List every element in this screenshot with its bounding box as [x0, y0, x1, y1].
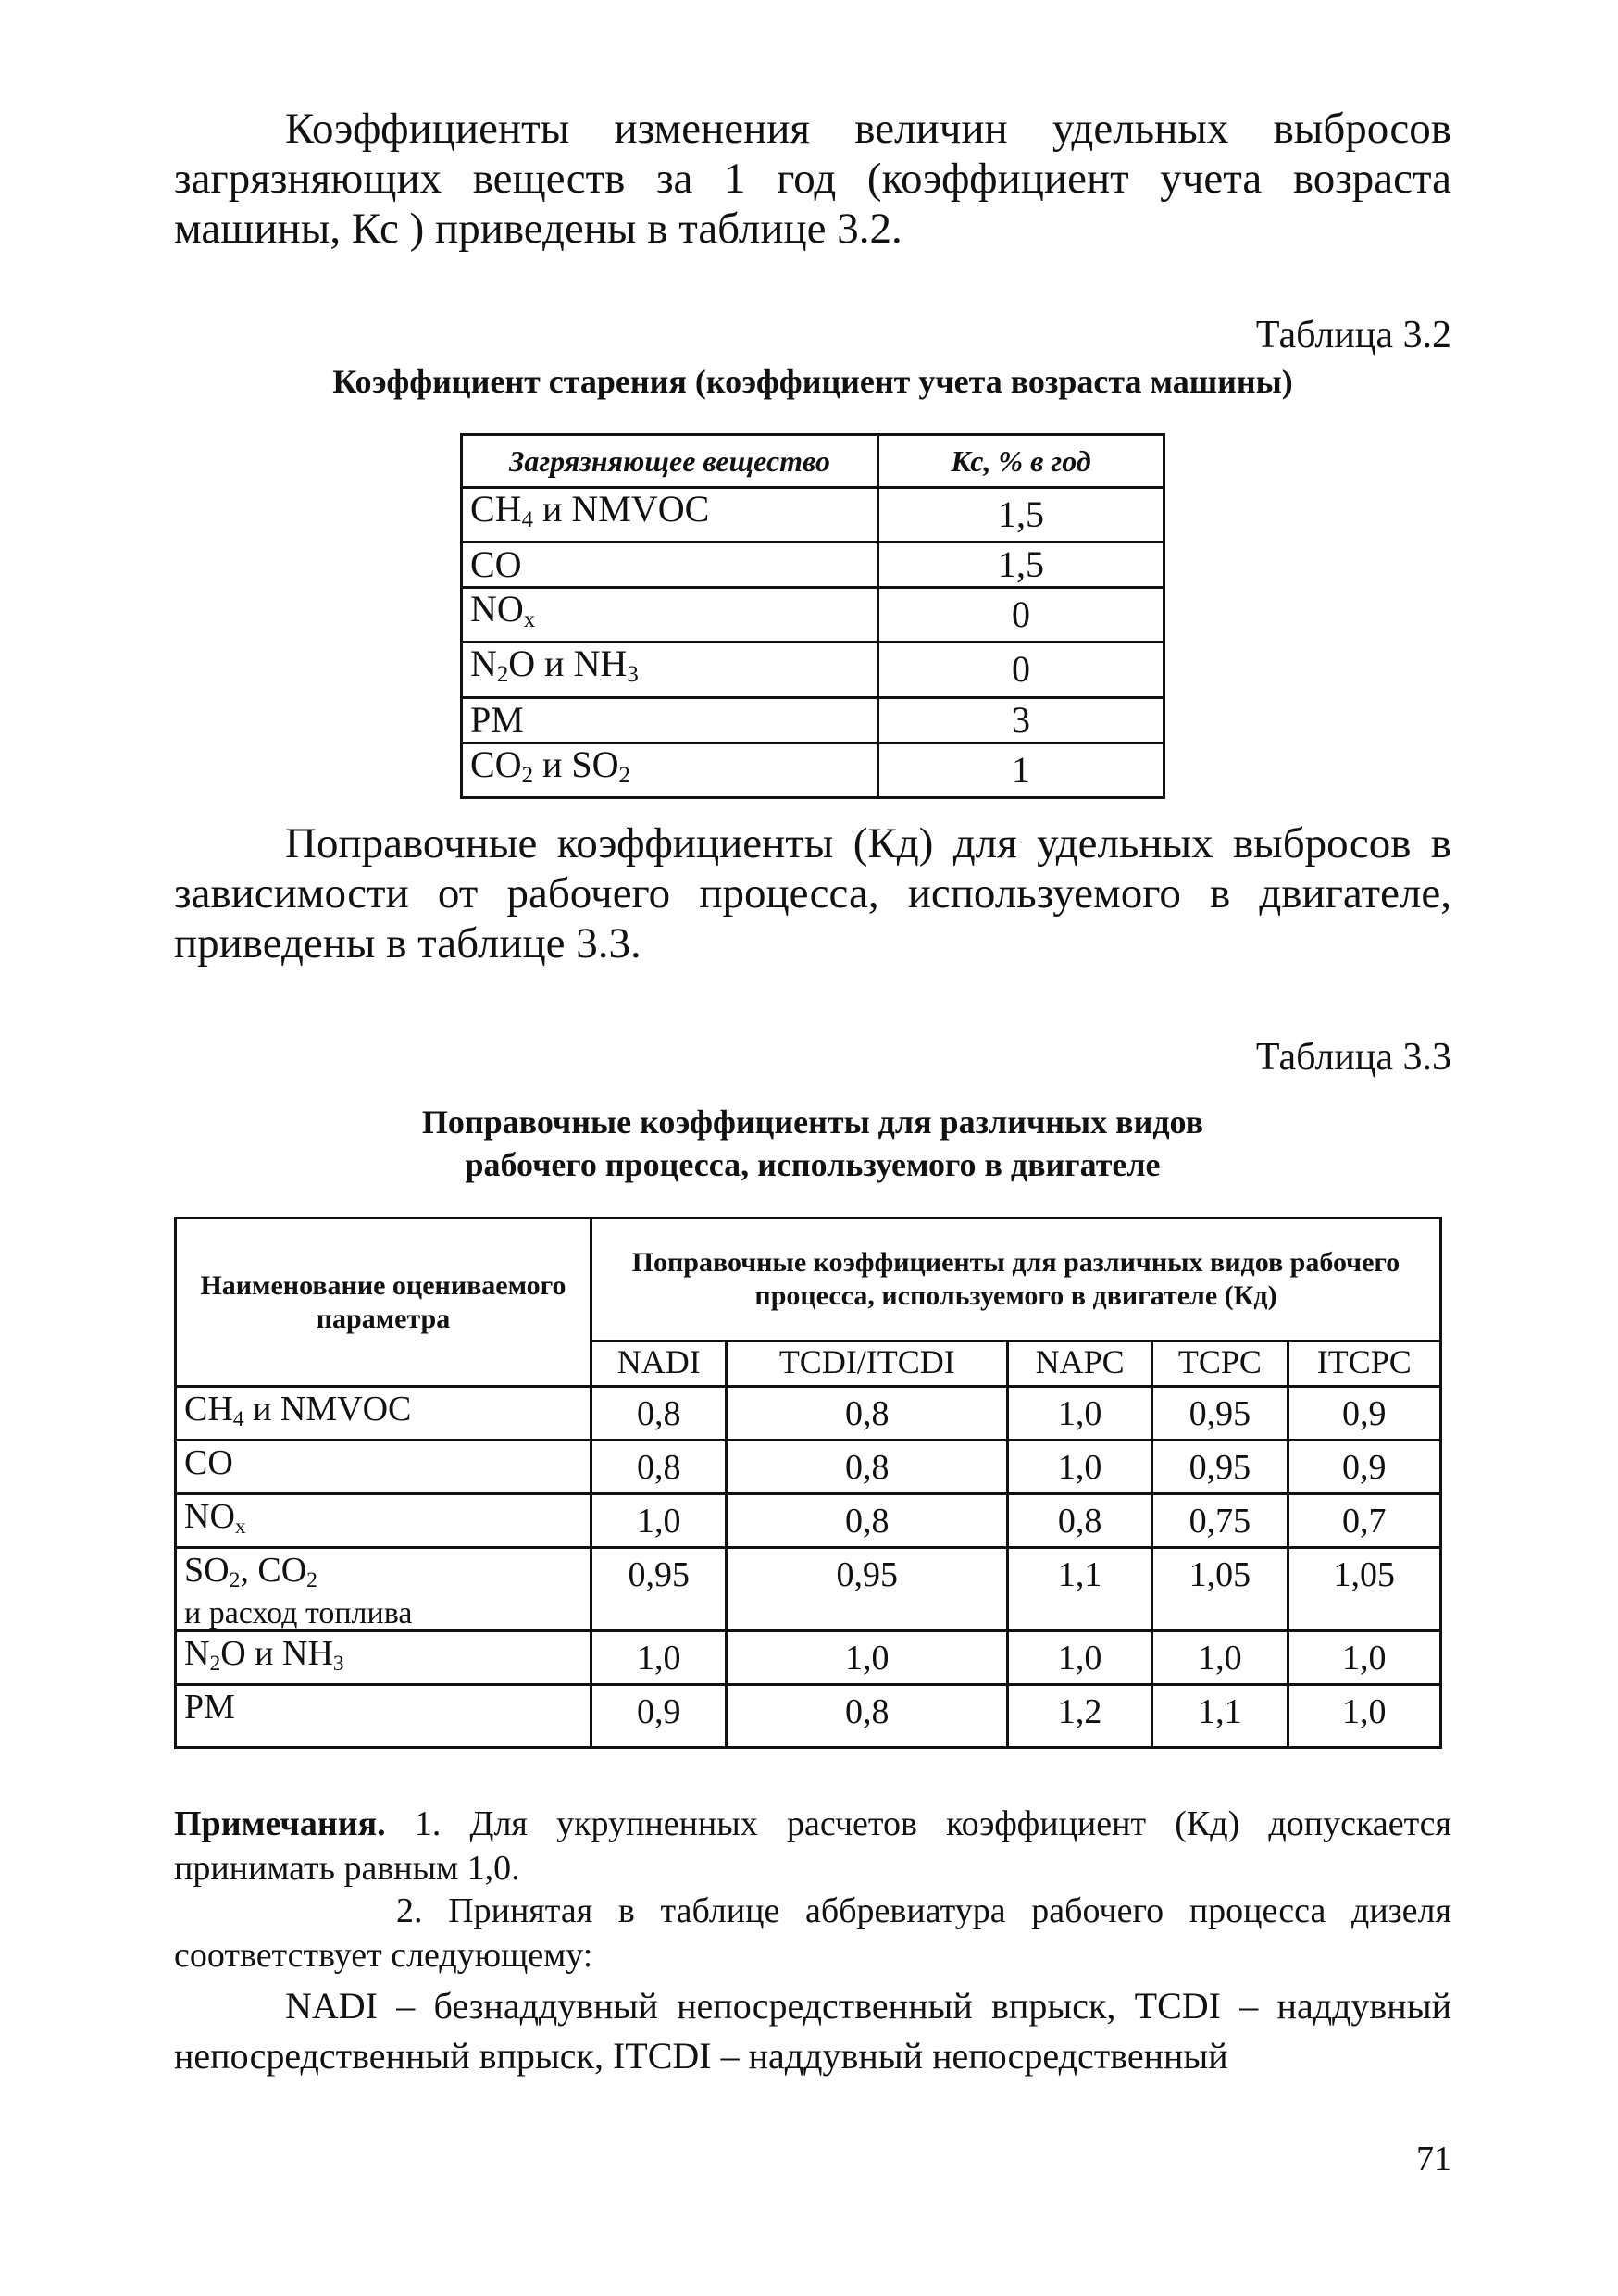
pollutant-cell: $NO_x$ — [462, 588, 878, 643]
coefficient-cell: 1,2 — [1008, 1684, 1152, 1747]
column-header-tcpc: TCPC — [1152, 1341, 1288, 1387]
coefficient-cell: 1,0 — [591, 1630, 727, 1684]
table-row — [462, 742, 1164, 797]
coefficient-cell: 0,8 — [591, 1387, 727, 1441]
coefficient-cell: 0,9 — [1288, 1387, 1440, 1441]
kc-value-cell: 0 — [878, 588, 1164, 643]
table-3-2-title: Коэффициент старения (коэффициент учета возраста машины) — [332, 363, 1293, 400]
note-3-text: NADI – безнаддувный непосредственный впрыск, TCDI – наддувный непосредственный впрыск, ITCDI – наддувный непосредственный — [174, 1985, 1451, 2077]
pollutant-cell: $CH_4$ и NMVOC — [462, 488, 878, 543]
table-row — [176, 1684, 1441, 1747]
parameter-cell: CO — [176, 1441, 591, 1494]
pollutant-cell: $CO_2$ и $SO_2$ — [462, 742, 878, 797]
parameter-cell: PM — [176, 1684, 591, 1747]
coefficient-cell: 1,0 — [1008, 1387, 1152, 1441]
coefficient-cell: 0,95 — [1152, 1441, 1288, 1494]
pollutant-cell: CO — [462, 543, 878, 588]
coefficient-cell: 0,95 — [1152, 1387, 1288, 1441]
notes-label: Примечания. — [174, 1804, 386, 1843]
coefficient-cell: 1,0 — [1288, 1630, 1440, 1684]
kc-value-cell: 1,5 — [878, 488, 1164, 543]
column-header-pollutant: Загрязняющее вещество — [462, 435, 878, 488]
coefficient-cell: 1,0 — [1008, 1630, 1152, 1684]
note-3 — [174, 1981, 1451, 2081]
coefficient-cell: 1,05 — [1288, 1548, 1440, 1631]
parameter-cell: $NO_x$ — [176, 1494, 591, 1548]
intro-paragraph-2: Поправочные коэффициенты (Кд) для удельных выбросов в зависимости от рабочего процесса, используемого в двигателе, приведены в таблице 3.3. — [174, 819, 1451, 967]
coefficient-cell: 1,0 — [1288, 1684, 1440, 1747]
coefficient-cell: 0,8 — [1008, 1494, 1152, 1548]
column-header-itcpc: ITCPC — [1288, 1341, 1440, 1387]
column-header-group: Поправочные коэффициенты для различных видов рабочего процесса, используемого в двигателе (Кд) — [591, 1218, 1441, 1341]
pollutant-cell: PM — [462, 697, 878, 742]
table-row — [176, 1387, 1441, 1441]
coefficient-cell: 0,8 — [727, 1684, 1008, 1747]
table-row — [462, 697, 1164, 742]
coefficient-cell: 1,0 — [591, 1494, 727, 1548]
coefficient-cell: 1,0 — [1152, 1630, 1288, 1684]
coefficient-cell: 1,0 — [727, 1630, 1008, 1684]
table-row — [462, 488, 1164, 543]
coefficient-cell: 0,9 — [591, 1684, 727, 1747]
coefficient-cell: 0,95 — [591, 1548, 727, 1631]
column-header-kc: Кс, % в год — [878, 435, 1164, 488]
table-row — [176, 1441, 1441, 1494]
coefficient-cell: 1,0 — [1008, 1441, 1152, 1494]
table-3-3 — [174, 1217, 1442, 1749]
kc-value-cell: 1 — [878, 742, 1164, 797]
parameter-cell: $CH_4$ и NMVOC — [176, 1387, 591, 1441]
parameter-cell: $SO_2$, $CO_2$ и расход топлива — [176, 1548, 591, 1631]
coefficient-cell: 0,95 — [727, 1548, 1008, 1631]
coefficient-cell: 0,8 — [727, 1387, 1008, 1441]
coefficient-cell: 0,8 — [727, 1441, 1008, 1494]
note-2 — [174, 1889, 1451, 1978]
table-3-2 — [460, 433, 1165, 799]
kc-value-cell: 0 — [878, 643, 1164, 697]
column-header-nadi: NADI — [591, 1341, 727, 1387]
column-header-napc: NAPC — [1008, 1341, 1152, 1387]
table-3-3-title-line-1: Поправочные коэффициенты для различных видов — [421, 1104, 1204, 1141]
coefficient-cell: 0,8 — [727, 1494, 1008, 1548]
coefficient-cell: 0,8 — [591, 1441, 727, 1494]
note-1 — [174, 1802, 1451, 1890]
coefficient-cell: 1,1 — [1152, 1684, 1288, 1747]
table-3-2-label: Таблица 3.2 — [1255, 314, 1451, 356]
column-header-tcdi-itcdi: TCDI/ITCDI — [727, 1341, 1008, 1387]
kc-value-cell: 3 — [878, 697, 1164, 742]
table-row — [462, 588, 1164, 643]
table-row — [176, 1630, 1441, 1684]
note-1-text: 1. Для укрупненных расчетов коэффициент (Кд) допускается принимать равным 1,0. — [174, 1804, 1451, 1888]
table-row — [462, 643, 1164, 697]
kc-value-cell: 1,5 — [878, 543, 1164, 588]
table-3-3-title-line-2: рабочего процесса, используемого в двигателе — [465, 1146, 1161, 1183]
pollutant-cell: $N_2O$ и $NH_3$ — [462, 643, 878, 697]
coefficient-cell: 0,7 — [1288, 1494, 1440, 1548]
coefficient-cell: 0,75 — [1152, 1494, 1288, 1548]
table-row — [176, 1494, 1441, 1548]
parameter-cell: $N_2O$ и $NH_3$ — [176, 1630, 591, 1684]
coefficient-cell: 1,05 — [1152, 1548, 1288, 1631]
table-3-3-label: Таблица 3.3 — [1255, 1036, 1451, 1079]
page-number: 71 — [1416, 2140, 1451, 2178]
table-row — [176, 1548, 1441, 1631]
note-2-text: 2. Принятая в таблице аббревиатура рабочего процесса дизеля соответствует следующему: — [174, 1891, 1451, 1975]
coefficient-cell: 0,9 — [1288, 1441, 1440, 1494]
table-row — [462, 543, 1164, 588]
intro-paragraph: Коэффициенты изменения величин удельных выбросов загрязняющих веществ за 1 год (коэффициент учета возраста машины, Кс ) приведены в таблице 3.2. — [174, 105, 1451, 253]
column-header-parameter: Наименование оцениваемого параметра — [176, 1218, 591, 1387]
coefficient-cell: 1,1 — [1008, 1548, 1152, 1631]
